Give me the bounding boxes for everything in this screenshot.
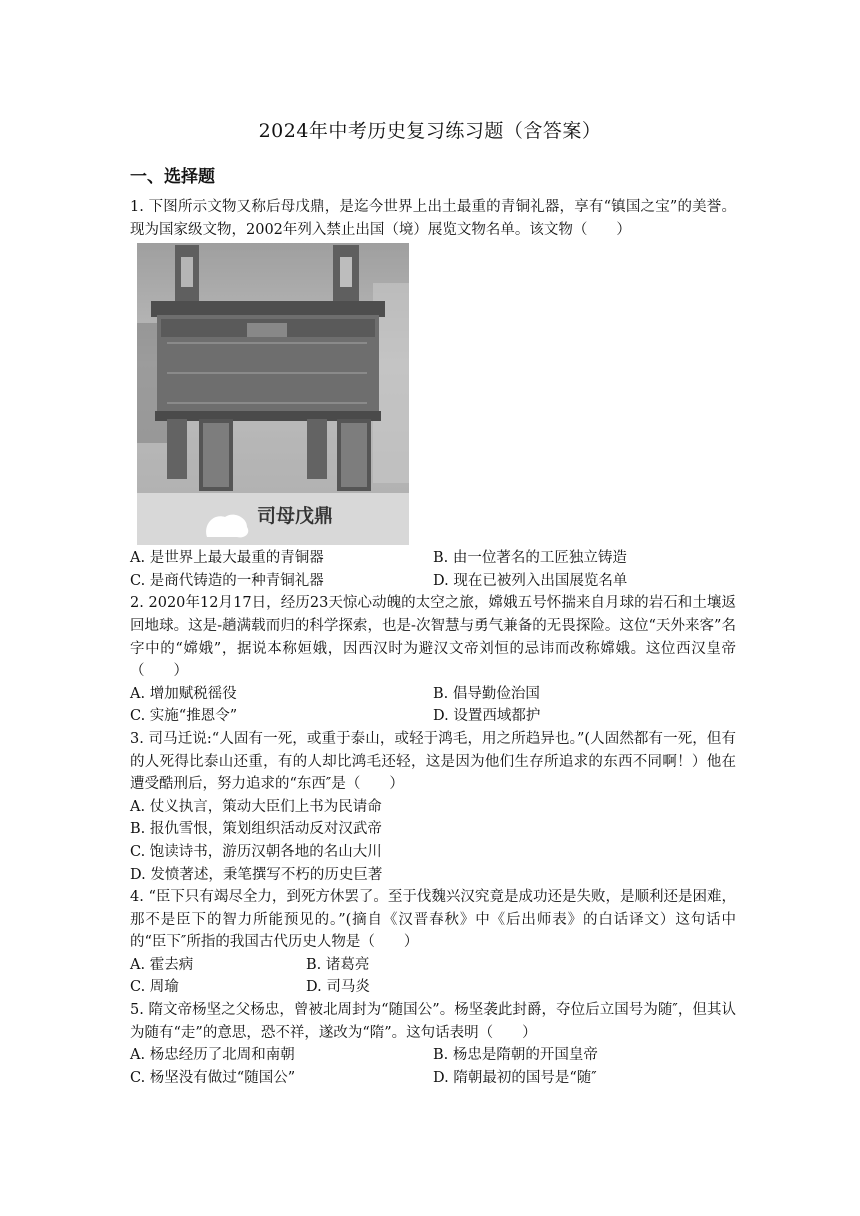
option-b: B. 杨忠是隋朝的开国皇帝 [433, 1047, 598, 1064]
option-b: B. 诸葛亮 [306, 956, 370, 973]
question-list [130, 196, 736, 1089]
question-1 [130, 196, 736, 592]
ding-photo [137, 243, 409, 545]
question-5-stem: 5. 隋文帝杨坚之父杨忠，曾被北周封为“随国公”。杨坚袭此封爵，夺位后立国号为随″，但其认为随有“走”的意思，恐不祥，遂改为“隋”。这句话表明（ ） [130, 1002, 736, 1041]
question-3 [130, 728, 736, 886]
option-b: B. 由一位著名的工匠独立铸造 [433, 550, 627, 567]
document-title: 2024年中考历史复习练习题（含答案） [258, 120, 602, 142]
option-d: D. 现在已被列入出国展览名单 [433, 572, 628, 589]
option-d: D. 设置西域都护 [433, 708, 541, 725]
option-d: D. 隋朝最初的国号是“随″ [433, 1069, 597, 1086]
option-c: C. 饱读诗书，游历汉朝各地的名山大川 [130, 843, 382, 860]
option-d: D. 发愤著述，秉笔撰写不朽的历史巨著 [130, 866, 383, 883]
question-2-stem: 2. 2020年12月17日，经历23天惊心动魄的太空之旅，嫦娥五号怀揣来自月球的岩石和土壤返回地球。这是-趟满载而归的科学探索，也是-次智慧与勇气兼备的无畏探险。这位“天外来客”名字中的“嫦娥”，据说本称姮娥，因西汉时为避汉文帝刘恒的忌讳而改称嫦娥。这位西汉皇帝（ ） [130, 595, 736, 680]
section-heading: 一、选择题 [130, 167, 215, 187]
question-1-stem: 1. 下图所示文物又称后母戊鼎，是迄今世界上出土最重的青铜礼器，享有“镇国之宝”的美誉。现为国家级文物，2002年列入禁止出国（境）展览文物名单。该文物（ ） [130, 199, 736, 238]
option-b: B. 报仇雪恨，策划组织活动反对汉武帝 [130, 821, 382, 838]
question-2 [130, 592, 736, 728]
option-a: A. 霍去病 [130, 956, 194, 973]
white-blot-icon [203, 511, 251, 539]
option-c: C. 杨坚没有做过“随国公” [130, 1069, 296, 1086]
figure-caption: 司母戊鼎 [257, 505, 334, 528]
option-a: A. 仗义执言，策动大臣们上书为民请命 [130, 798, 382, 815]
option-c: C. 周瑜 [130, 979, 179, 996]
question-4-stem: 4. “臣下只有竭尽全力，到死方休罢了。至于伐魏兴汉究竟是成功还是失败，是顺利还是困难，那不是臣下的智力所能预见的。”(摘自《汉晋春秋》中《后出师表》的白话译文）这句话中的“臣下″所指的我国古代历史人物是（ ） [130, 889, 736, 951]
question-4 [130, 886, 736, 999]
option-c: C. 是商代铸造的一种青铜礼器 [130, 572, 324, 589]
option-b: B. 倡导勤俭治国 [433, 685, 540, 702]
option-a: A. 是世界上最大最重的青铜器 [130, 550, 324, 567]
option-a: A. 杨忠经历了北周和南朝 [130, 1047, 295, 1064]
question-3-stem: 3. 司马迁说:“人固有一死，或重于泰山，或轻于鸿毛，用之所趋异也。”(人固然都有一死，但有的人死得比泰山还重，有的人却比鸿毛还轻，这是因为他们生存所追求的东西不同啊！）他在遭受酷刑后，努力追求的“东西″是（ ） [130, 730, 736, 793]
question-5 [130, 999, 736, 1089]
option-c: C. 实施“推恩令” [130, 708, 238, 725]
option-a: A. 增加赋税徭役 [130, 685, 237, 702]
option-d: D. 司马炎 [306, 979, 370, 996]
